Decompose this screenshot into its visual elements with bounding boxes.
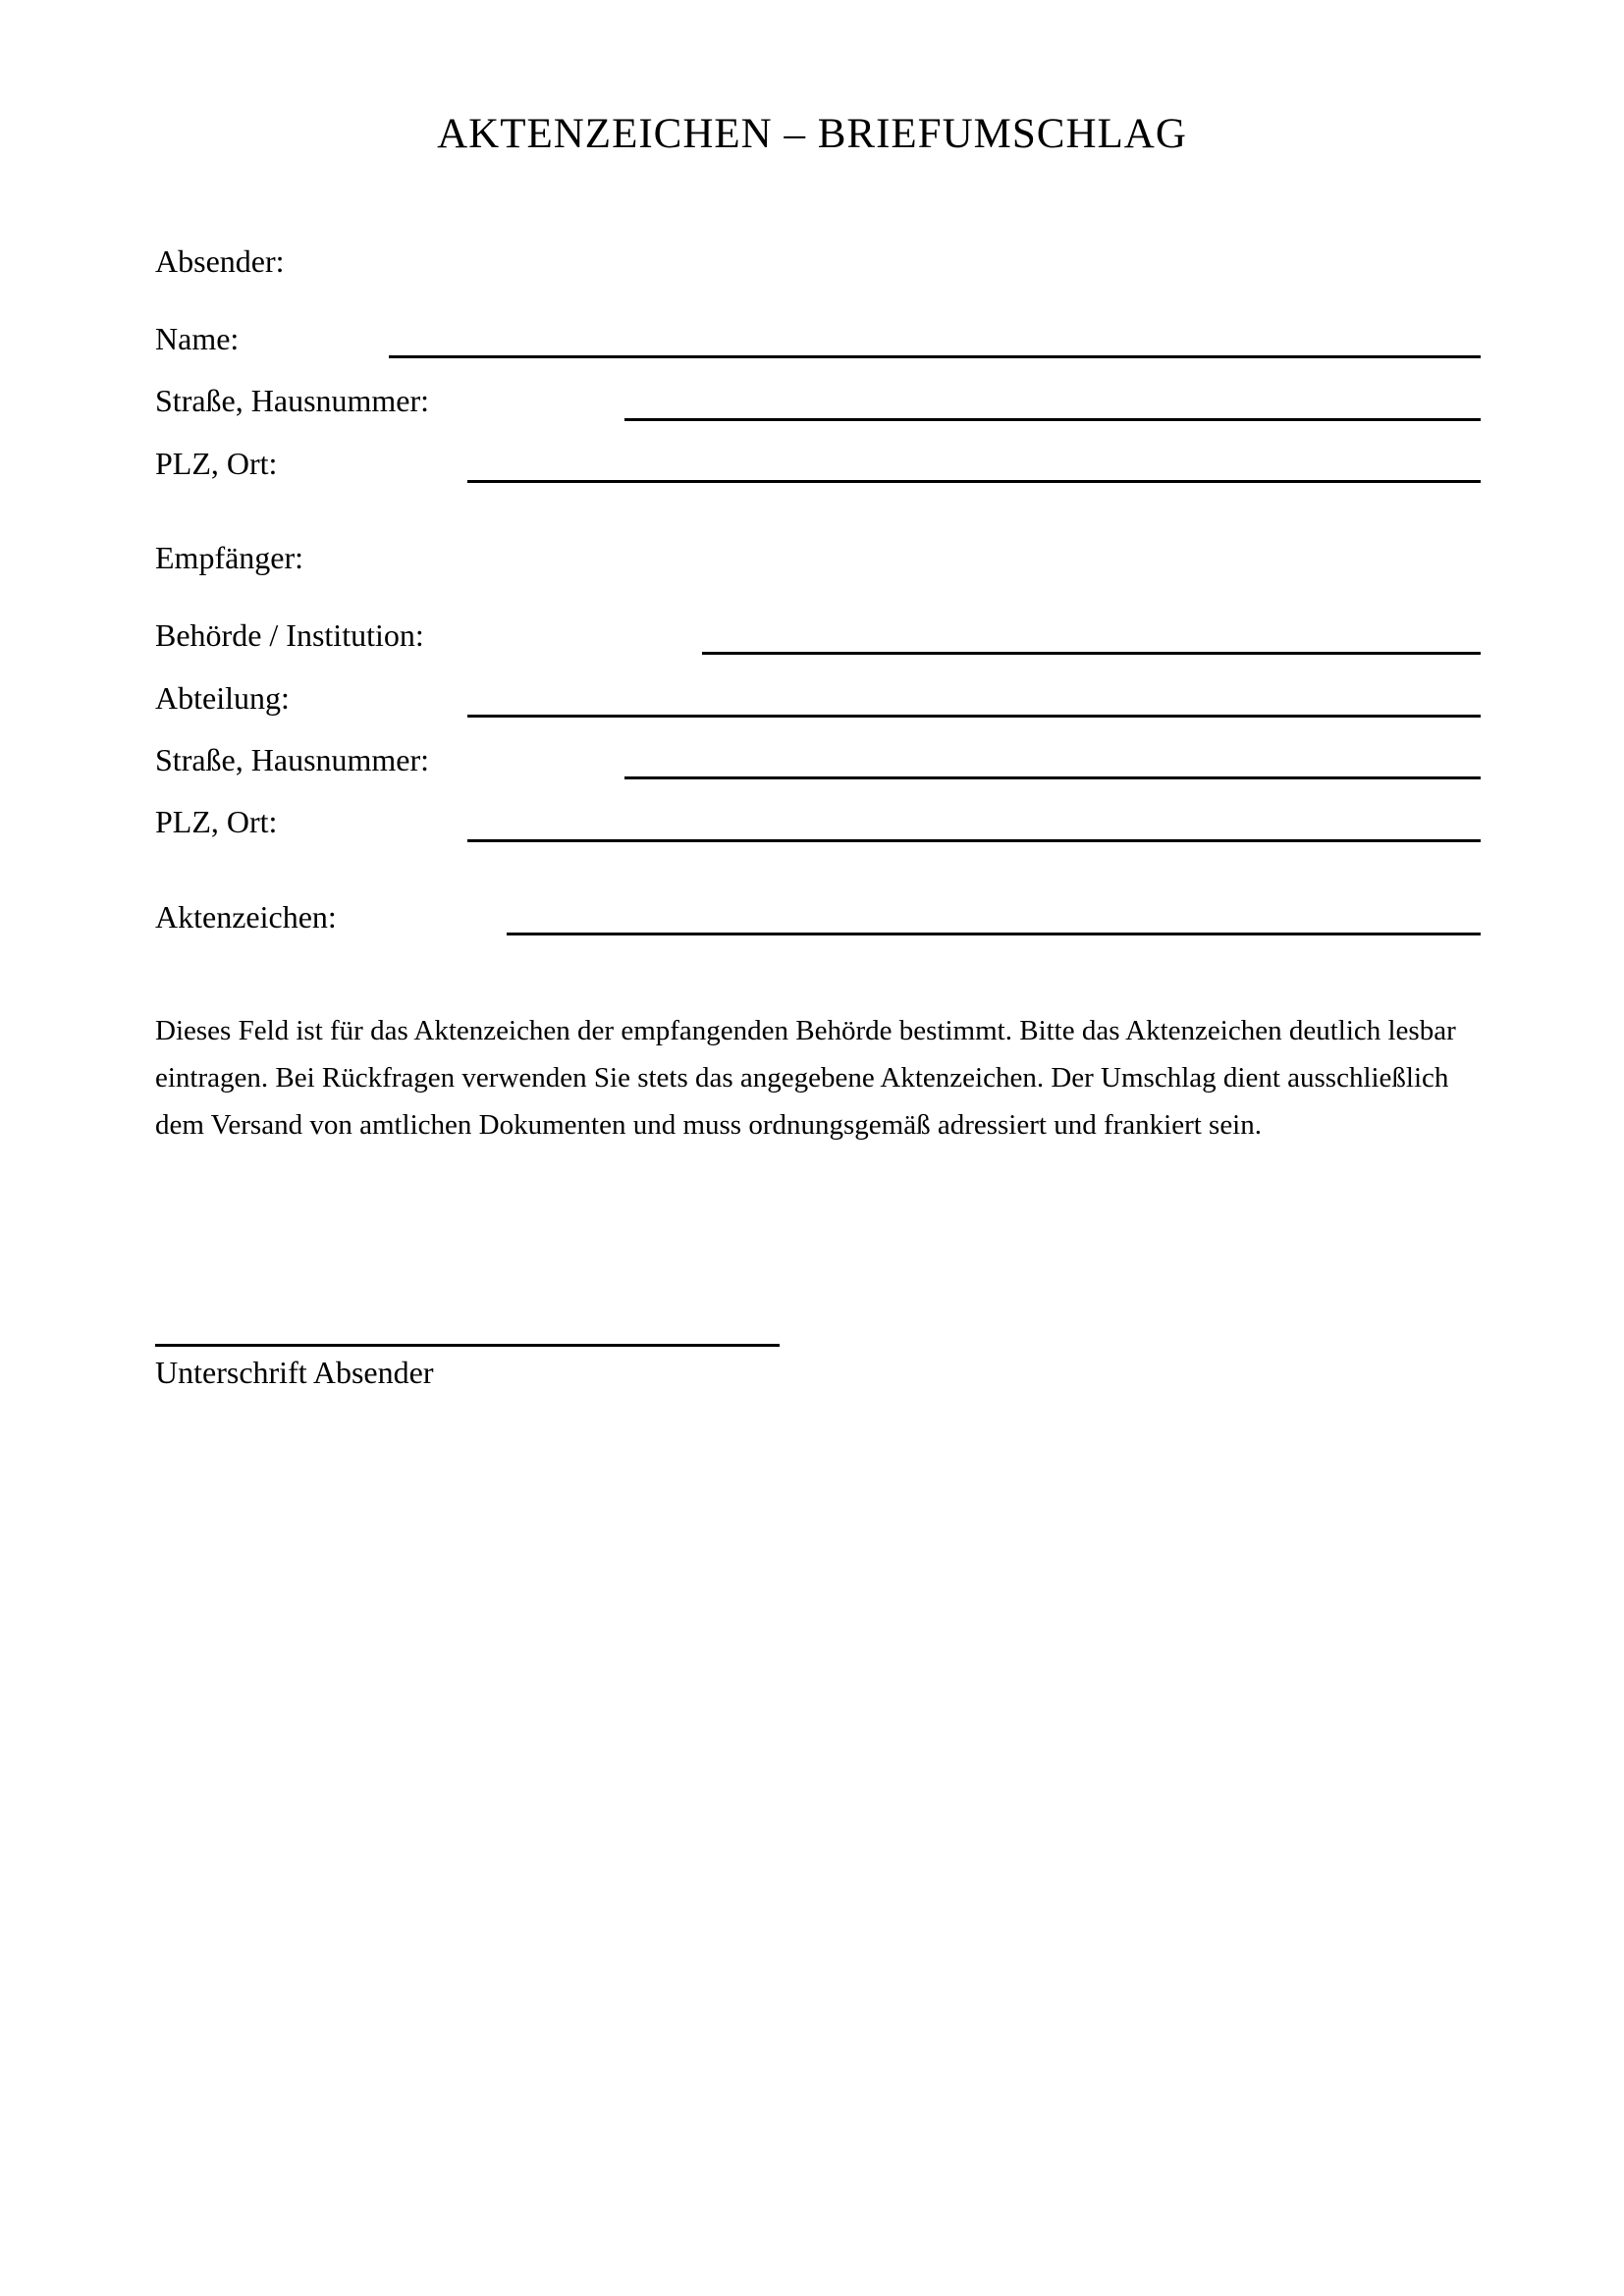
absender-plz-ort-label: PLZ, Ort: [155, 446, 278, 481]
empfaenger-plz-ort-field[interactable] [467, 839, 1481, 842]
empfaenger-behoerde-field[interactable] [702, 652, 1481, 655]
document-title: AKTENZEICHEN – BRIEFUMSCHLAG [437, 111, 1187, 157]
empfaenger-heading: Empfänger: [155, 540, 304, 575]
signature-label: Unterschrift Absender [155, 1355, 434, 1390]
empfaenger-behoerde-label: Behörde / Institution: [155, 617, 424, 653]
absender-plz-ort-field[interactable] [467, 480, 1481, 483]
aktenzeichen-field[interactable] [507, 933, 1481, 935]
absender-heading: Absender: [155, 243, 285, 279]
absender-strasse-label: Straße, Hausnummer: [155, 383, 430, 418]
empfaenger-strasse-field[interactable] [624, 776, 1481, 779]
signature-line[interactable] [155, 1344, 780, 1347]
note-paragraph: Dieses Feld ist für das Aktenzeichen der empfangenden Behörde bestimmt. Bitte das Aktenzeichen deutlich lesbar eintragen. Bei Rückfragen verwenden Sie stets das angegebene Aktenzeichen. Der Umschlag dient ausschließlich dem Versand von amtlichen Dokumenten und muss ordnungsgemäß adressiert und frankiert sein. [155, 1015, 1456, 1141]
empfaenger-abteilung-label: Abteilung: [155, 680, 290, 716]
empfaenger-abteilung-field[interactable] [467, 715, 1481, 718]
empfaenger-strasse-label: Straße, Hausnummer: [155, 742, 430, 777]
absender-strasse-field[interactable] [624, 418, 1481, 421]
absender-name-field[interactable] [389, 355, 1481, 358]
aktenzeichen-label: Aktenzeichen: [155, 899, 337, 934]
empfaenger-plz-ort-label: PLZ, Ort: [155, 804, 278, 839]
absender-name-label: Name: [155, 321, 240, 356]
